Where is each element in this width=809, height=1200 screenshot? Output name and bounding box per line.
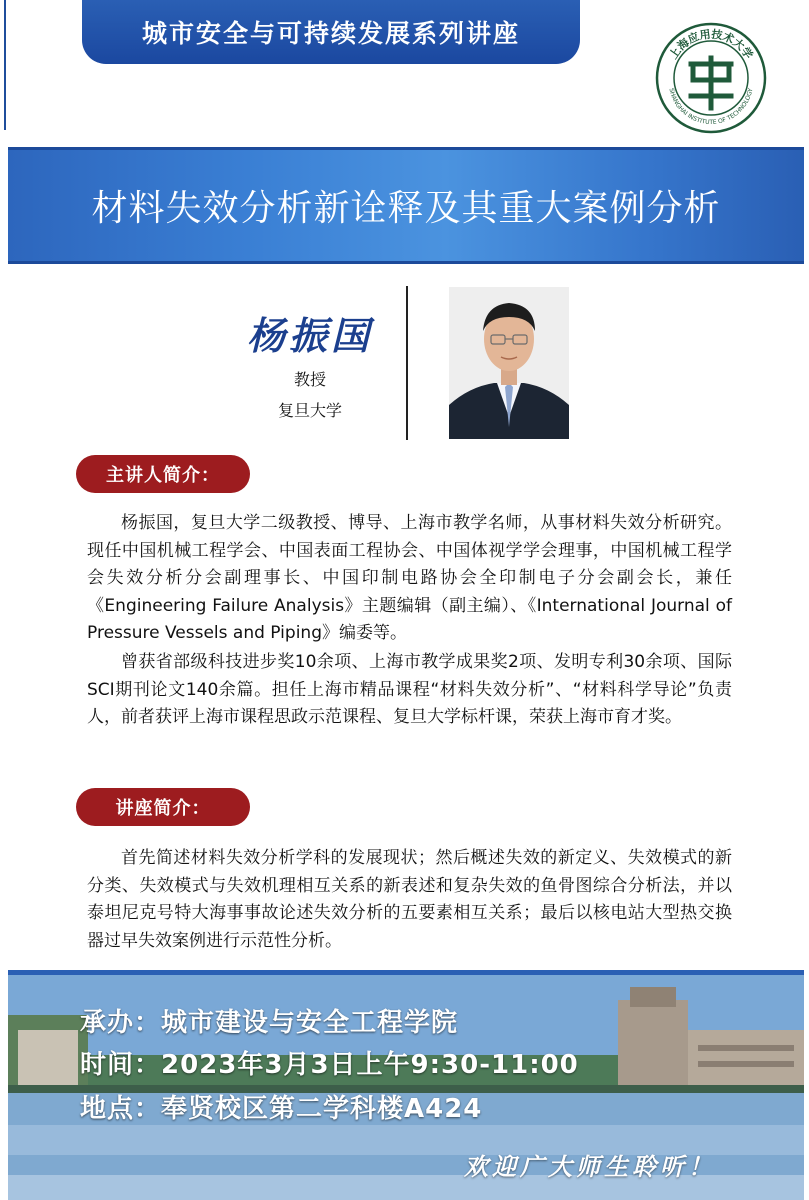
speaker-organization: 复旦大学 — [277, 401, 342, 420]
lecture-intro-heading: 讲座简介： — [76, 788, 250, 826]
speaker-name: 杨振国 — [246, 313, 373, 358]
lecture-title: 材料失效分析新诠释及其重大案例分析 — [91, 188, 721, 229]
series-title: 城市安全与可持续发展系列讲座 — [82, 0, 580, 64]
logo-english-text: SHANGHAI INSTITUTE OF TECHNOLOGY — [667, 87, 755, 127]
title-band — [8, 147, 804, 264]
event-location: 地点：奉贤校区第二学科楼A424 — [80, 1094, 483, 1124]
speaker-photo — [449, 287, 569, 439]
event-time: 时间：2023年3月3日上午9:30-11:00 — [80, 1050, 579, 1080]
logo-chinese-text: 上海应用技术大学 — [666, 27, 756, 62]
left-accent-line — [4, 0, 6, 130]
speaker-intro-paragraph-2: 曾获省部级科技进步奖10余项、上海市教学成果奖2项、发明专利30余项、国际SCI期刊论文140余篇。担任上海市精品课程“材料失效分析”、“材料科学导论”负责人，前者获评上海市课程思政示范课程、复旦大学标杆课，荣获上海市育才奖。 — [87, 652, 732, 727]
lecture-intro-paragraph: 首先简述材料失效分析学科的发展现状；然后概述失效的新定义、失效模式的新分类、失效模式与失效机理相互关系的新表述和复杂失效的鱼骨图综合分析法，并以泰坦尼克号特大海事事故论述失效分析的五要素相互关系；最后以核电站大型热交换器过早失效案例进行示范性分析。 — [87, 848, 732, 951]
speaker-intro-heading: 主讲人简介： — [76, 455, 250, 493]
speaker-role: 教授 — [293, 370, 326, 389]
welcome-slogan: 欢迎广大师生聆听！ — [464, 1152, 716, 1181]
university-logo-icon — [655, 22, 767, 134]
speaker-divider — [406, 286, 408, 440]
speaker-intro-paragraph-1: 杨振国，复旦大学二级教授、博导、上海市教学名师，从事材料失效分析研究。现任中国机械工程学会、中国表面工程协会、中国体视学学会理事，中国机械工程学会失效分析分会副理事长、中国印制电路协会全印制电子分会副会长，兼任《Engineering Failure Analysis》主题编辑（副主编）、《International Journal of Pressure Vessels and Piping》编委等。 — [87, 513, 732, 643]
event-host: 承办：城市建设与安全工程学院 — [80, 1008, 459, 1038]
